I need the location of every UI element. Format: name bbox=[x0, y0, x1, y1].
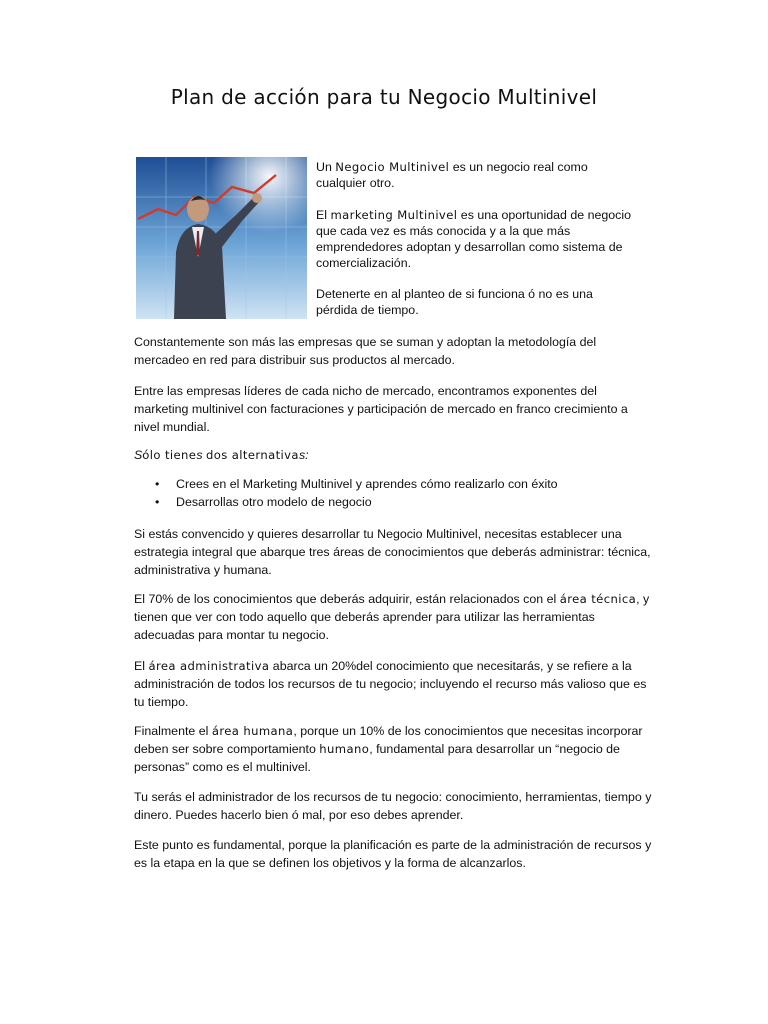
body-paragraph-1: Constantemente son más las empresas que se suman y adoptan la metodología del mercadeo en red para distribuir sus productos al mercado. bbox=[134, 335, 597, 367]
alternatives-heading: Sólo tienes dos alternativas: bbox=[134, 448, 309, 462]
bullet-icon: • bbox=[155, 477, 160, 491]
bullet-icon: • bbox=[155, 495, 160, 509]
list-item: • Desarrollas otro modelo de negocio bbox=[155, 495, 372, 509]
alternatives-list bbox=[134, 475, 654, 511]
intro-paragraph-1: Un Negocio Multinivel es un negocio real como cualquier otro. bbox=[316, 160, 588, 190]
body-paragraph-6: Finalmente el área humana, porque un 10% de los conocimientos que necesitas incorporar deben ser sobre comportamiento humano, fundamental para desarrollar un “negocio de personas” como es el multinivel. bbox=[134, 724, 643, 774]
photo-illustration bbox=[136, 157, 307, 319]
body-paragraph-3: Si estás convencido y quieres desarrollar tu Negocio Multinivel, necesitas establecer una estrategia integral que abarque tres áreas de conocimientos que deberás administrar: técnica, administrativa y humana. bbox=[134, 527, 651, 577]
body-paragraph-7: Tu serás el administrador de los recursos de tu negocio: conocimiento, herramientas, tiempo y dinero. Puedes hacerlo bien ó mal, por eso debes aprender. bbox=[134, 790, 652, 822]
page-title: Plan de acción para tu Negocio Multinivel bbox=[170, 85, 598, 109]
intro-paragraph-2: El marketing Multinivel es una oportunidad de negocio que cada vez es más conocida y a la que más emprendedores adoptan y desarrollan como sistema de comercialización. bbox=[316, 208, 631, 270]
intro-paragraph-3: Detenerte en al planteo de si funciona ó no es una pérdida de tiempo. bbox=[316, 287, 593, 317]
body-paragraph-8: Este punto es fundamental, porque la planificación es parte de la administración de recursos y es la etapa en la que se definen los objetivos y la forma de alcanzarlos. bbox=[134, 838, 652, 870]
businessman-chart-photo bbox=[136, 157, 307, 319]
body-paragraph-2: Entre las empresas líderes de cada nicho de mercado, encontramos exponentes del marketing multinivel con facturaciones y participación de mercado en franco crecimiento a nivel mundial. bbox=[134, 384, 628, 434]
body-paragraph-4: El 70% de los conocimientos que deberás adquirir, están relacionados con el área técnica, y tienen que ver con todo aquello que deberás aprender para utilizar las herramientas adecuadas para montar tu negocio. bbox=[134, 592, 650, 642]
list-item: • Crees en el Marketing Multinivel y aprendes cómo realizarlo con éxito bbox=[155, 477, 558, 491]
body-paragraph-5: El área administrativa abarca un 20%del conocimiento que necesitarás, y se refiere a la administración de todos los recursos de tu negocio; incluyendo el recurso más valioso que es tu tiempo. bbox=[134, 659, 647, 709]
